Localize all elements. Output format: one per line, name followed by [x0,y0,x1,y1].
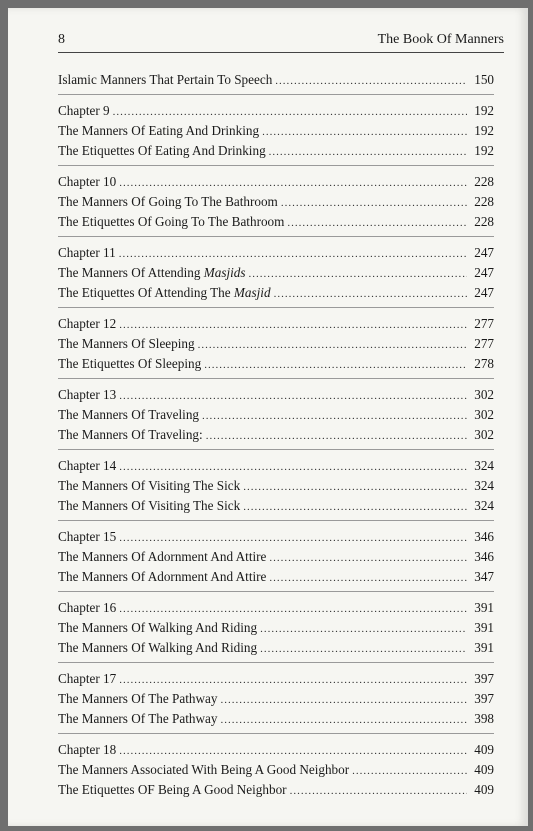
toc-entry-page: 228 [474,214,494,229]
chapter-heading[interactable] [58,314,494,334]
toc-entry-page: 346 [474,549,494,564]
title-text: Chapter 17 [58,671,117,686]
toc-entry-title [58,547,266,567]
chapter-group [58,243,494,308]
toc-intro-group [58,70,494,95]
toc-entry-title [58,567,266,587]
title-text: The Etiquettes Of Going To The Bathroom [58,214,285,229]
title-text: The Manners Of Attending [58,265,204,280]
toc-entry-title [58,354,201,374]
chapter-page: 397 [474,671,494,686]
chapter-group [58,456,494,521]
chapter-heading[interactable] [58,740,494,760]
chapter-heading[interactable] [58,456,494,476]
toc-entry[interactable] [58,638,494,658]
dot-leader [243,497,467,517]
title-text: The Manners Of Adornment And Attire [58,569,267,584]
chapter-group [58,101,494,166]
dot-leader [287,213,467,233]
title-text: The Etiquettes OF Being A Good Neighbor [58,782,287,797]
toc-entry-page: 302 [474,407,494,422]
toc-entry-title [58,263,246,283]
dot-leader [119,670,467,690]
dot-leader [119,386,467,406]
dot-leader [281,193,467,213]
dot-leader [119,528,467,548]
dot-leader [269,568,467,588]
toc-entry[interactable] [58,689,494,709]
dot-leader [274,284,467,304]
title-text: Chapter 18 [58,742,117,757]
toc-entry-title [58,638,257,658]
chapter-heading[interactable] [58,385,494,405]
toc-entry-page: 278 [474,356,494,371]
chapter-title [58,243,116,263]
toc-entry[interactable] [58,141,494,161]
title-text: The Manners Of Traveling [58,407,200,422]
chapter-group [58,172,494,237]
toc-entry[interactable] [58,121,494,141]
chapter-title [58,101,110,121]
chapter-group [58,740,494,804]
chapter-page: 324 [474,458,494,473]
dot-leader [204,355,467,375]
toc-entry-page: 247 [474,265,494,280]
title-text: The Etiquettes Of Eating And Drinking [58,143,266,158]
toc-entry-title [58,760,349,780]
dot-leader [220,690,467,710]
title-text: The Manners Of Eating And Drinking [58,123,260,138]
toc-entry[interactable] [58,283,494,303]
dot-leader [275,71,467,91]
toc-entry-title [58,334,195,354]
dot-leader [249,264,467,284]
toc-entry-title: Islamic Manners That Pertain To Speech [58,72,273,87]
dot-leader [119,599,467,619]
title-text: The Etiquettes Of Attending The [58,285,234,300]
chapter-title [58,740,116,760]
chapter-heading[interactable] [58,243,494,263]
toc-entry[interactable] [58,334,494,354]
title-text: The Manners Of Adornment And Attire [58,549,267,564]
dot-leader [269,548,467,568]
title-text: The Manners Associated With Being A Good Neighbor [58,762,350,777]
dot-leader [262,122,467,142]
dot-leader [198,335,467,355]
toc-entry-title [58,496,240,516]
toc-entry-title [58,425,203,445]
toc-entry-page: 409 [474,782,494,797]
chapter-heading[interactable] [58,527,494,547]
dot-leader [206,426,467,446]
toc-entry-page: 391 [474,620,494,635]
title-text: Chapter 9 [58,103,110,118]
chapter-groups [58,101,494,804]
title-italic-text: Masjids [203,265,246,280]
title-text: Chapter 15 [58,529,117,544]
title-text: The Manners Of Walking And Riding [58,640,258,655]
title-text: The Manners Of The Pathway [58,711,218,726]
dot-leader [290,781,467,801]
dot-leader [260,619,467,639]
toc-entry-page: 398 [474,711,494,726]
toc-entry-title [58,689,217,709]
chapter-group [58,527,494,592]
chapter-page: 247 [474,245,494,260]
toc-entry[interactable] [58,618,494,638]
chapter-heading[interactable] [58,669,494,689]
toc-entry-title [58,192,278,212]
chapter-group [58,314,494,379]
toc-entry[interactable] [58,760,494,780]
toc-entry-page: 324 [474,478,494,493]
chapter-heading[interactable] [58,172,494,192]
title-text: The Manners Of Going To The Bathroom [58,194,278,209]
toc-entry-page: 277 [474,336,494,351]
toc-entry[interactable] [58,567,494,587]
toc-entry[interactable] [58,70,494,90]
toc-entry-page: 347 [474,569,494,584]
chapter-page: 192 [474,103,494,118]
title-text: The Manners Of Visiting The Sick [58,478,241,493]
dot-leader [202,406,467,426]
title-italic-text: Masjid [233,285,271,300]
chapter-title [58,385,116,405]
dot-leader [269,142,467,162]
toc-entry[interactable] [58,547,494,567]
toc-entry[interactable] [58,425,494,445]
title-text: Chapter 11 [58,245,116,260]
chapter-heading[interactable] [58,101,494,121]
book-page [8,8,528,826]
toc-entry-title [58,476,240,496]
toc-entry-title [58,212,284,232]
title-text: Chapter 10 [58,174,117,189]
toc-entry-title [58,141,266,161]
chapter-title [58,598,116,618]
dot-leader [119,315,467,335]
toc-entry-page: 228 [474,194,494,209]
title-text: The Manners Of Sleeping [58,336,195,351]
dot-leader [119,741,467,761]
toc-entry-page: 324 [474,498,494,513]
toc-entry[interactable] [58,263,494,283]
dot-leader [119,457,467,477]
toc-entry[interactable] [58,405,494,425]
toc-entry-title [58,780,287,800]
title-text: Chapter 16 [58,600,117,615]
dot-leader [119,244,467,264]
title-text: The Manners Of Visiting The Sick [58,498,241,513]
chapter-heading[interactable] [58,598,494,618]
chapter-page: 409 [474,742,494,757]
chapter-title [58,669,116,689]
chapter-page: 391 [474,600,494,615]
dot-leader [243,477,467,497]
dot-leader [220,710,467,730]
toc-entry-page: 409 [474,762,494,777]
toc-entry[interactable] [58,192,494,212]
toc-entry-page: 192 [474,143,494,158]
dot-leader [113,102,467,122]
title-text: The Manners Of The Pathway [58,691,218,706]
toc-entry[interactable] [58,709,494,729]
toc-entry-page: 150 [474,72,494,87]
toc-entry-page: 302 [474,427,494,442]
toc-entry-title [58,121,259,141]
chapter-page: 277 [474,316,494,331]
chapter-page: 228 [474,174,494,189]
dot-leader [119,173,467,193]
title-text: Chapter 12 [58,316,117,331]
toc-entry-title [58,709,217,729]
page-number: 8 [58,32,65,47]
toc-entry[interactable] [58,212,494,232]
chapter-title [58,527,116,547]
toc-entry[interactable] [58,780,494,800]
title-text: Chapter 14 [58,458,117,473]
toc-entry-title [58,283,271,303]
toc-entry-title [58,405,199,425]
chapter-title [58,456,116,476]
toc-entry[interactable] [58,496,494,516]
dot-leader [260,639,467,659]
title-text: Chapter 13 [58,387,117,402]
running-title: The Book Of Manners [377,32,504,47]
chapter-title [58,172,116,192]
dot-leader [352,761,467,781]
chapter-page: 346 [474,529,494,544]
toc-entry-page: 247 [474,285,494,300]
toc-entry-page: 192 [474,123,494,138]
table-of-contents [58,70,494,810]
chapter-group [58,669,494,734]
toc-entry[interactable] [58,354,494,374]
toc-entry[interactable] [58,476,494,496]
chapter-title [58,314,116,334]
page-header [58,30,504,53]
chapter-page: 302 [474,387,494,402]
title-text: The Manners Of Walking And Riding [58,620,258,635]
toc-entry-page: 397 [474,691,494,706]
chapter-group [58,385,494,450]
title-text: The Manners Of Traveling: [58,427,203,442]
toc-entry-title [58,618,257,638]
chapter-group [58,598,494,663]
title-text: The Etiquettes Of Sleeping [58,356,202,371]
toc-entry-page: 391 [474,640,494,655]
